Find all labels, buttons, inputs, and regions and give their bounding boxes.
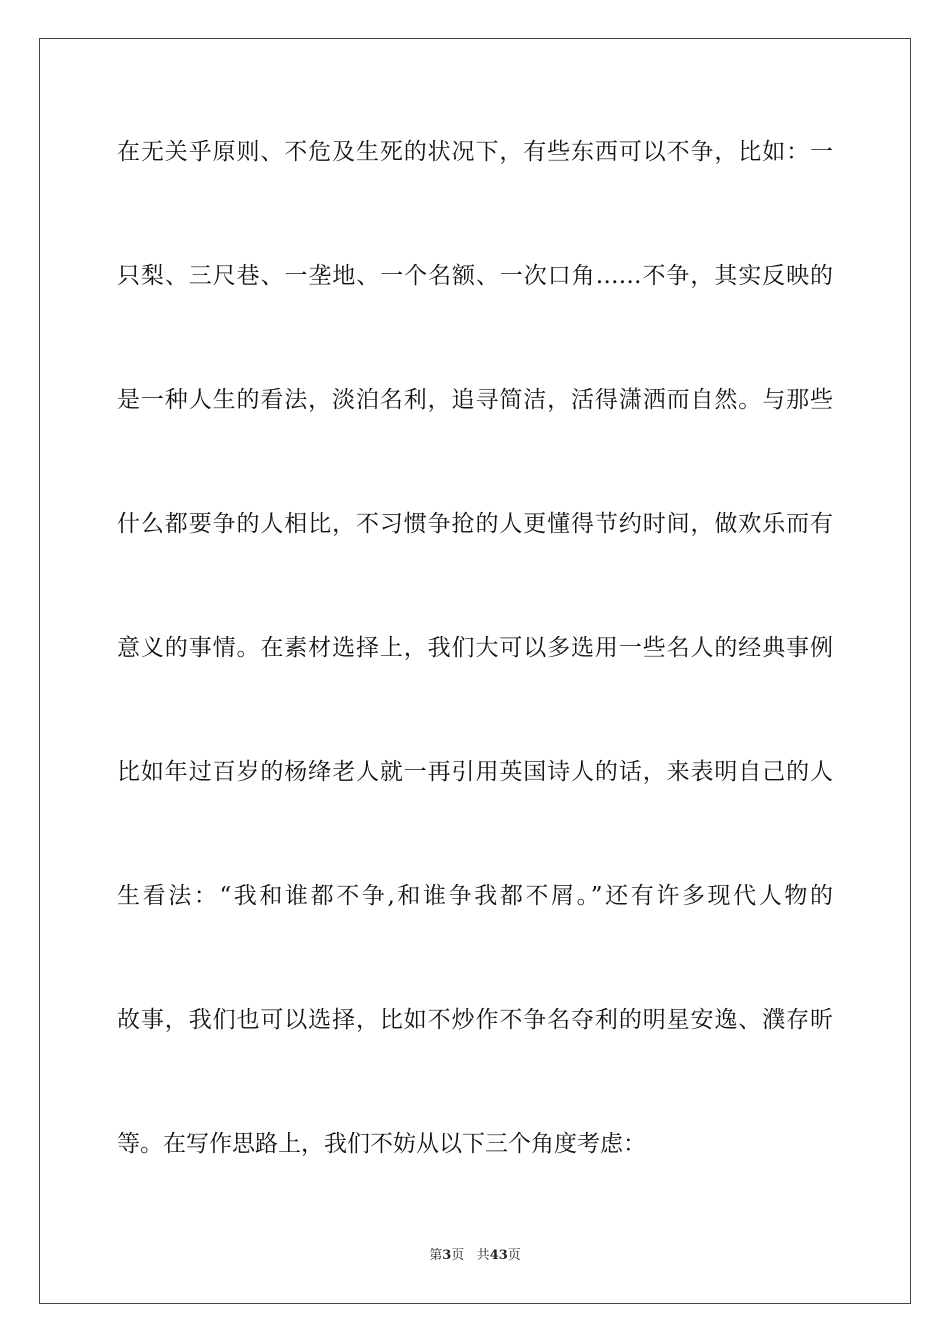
body-line: 在无关乎原则、不危及生死的状况下，有些东西可以不争，比如：一 xyxy=(117,139,833,165)
body-line: 等。在写作思路上，我们不妨从以下三个角度考虑： xyxy=(117,1131,646,1157)
body-line: 什么都要争的人相比，不习惯争抢的人更懂得节约时间，做欢乐而有 xyxy=(117,511,833,537)
total-suffix: 页 xyxy=(507,1248,521,1263)
page-frame xyxy=(39,38,911,1304)
body-line: 故事，我们也可以选择，比如不炒作不争名夺利的明星安逸、濮存昕 xyxy=(117,1007,833,1033)
page-suffix: 页 xyxy=(451,1248,465,1263)
total-pages: 43 xyxy=(489,1248,508,1263)
total-prefix: 共 xyxy=(476,1248,490,1263)
body-line: 生看法：“我和谁都不争,和谁争我都不屑。”还有许多现代人物的 xyxy=(117,883,833,909)
page-number: 3 xyxy=(442,1248,452,1263)
page-prefix: 第 xyxy=(429,1248,443,1263)
body-line: 意义的事情。在素材选择上，我们大可以多选用一些名人的经典事例 xyxy=(117,635,833,661)
body-line: 是一种人生的看法，淡泊名利，追寻简洁，活得潇洒而自然。与那些 xyxy=(117,387,833,413)
page-footer xyxy=(0,1247,950,1265)
body-line: 只梨、三尺巷、一垄地、一个名额、一次口角……不争，其实反映的 xyxy=(117,263,833,289)
body-line: 比如年过百岁的杨绛老人就一再引用英国诗人的话，来表明自己的人 xyxy=(117,759,833,785)
